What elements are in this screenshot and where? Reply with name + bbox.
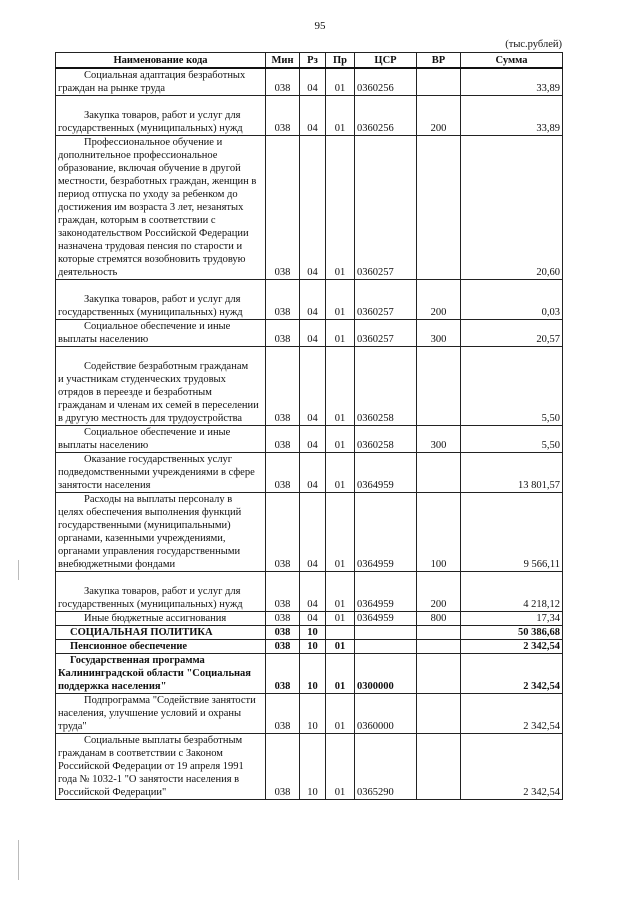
row-name-line: Российской Федерации": [58, 787, 167, 798]
row-rz: 10: [300, 734, 326, 800]
row-name-line: Оказание государственных услуг: [84, 454, 233, 465]
row-name-line: Социальные выплаты безработным: [84, 735, 243, 746]
row-name-line: деятельность: [58, 267, 118, 278]
row-vr: 100: [417, 493, 461, 572]
row-name: [56, 453, 266, 493]
row-name-line: поддержка населения": [58, 681, 167, 692]
row-name-line: период отпуска по уходу за ребенком до: [58, 189, 238, 200]
row-sum: 2 342,54: [461, 640, 563, 654]
row-name-line: граждан, которым в соответствии с: [58, 215, 216, 226]
row-min: 038: [266, 612, 300, 626]
row-csr: 0360257: [355, 280, 417, 320]
row-vr: [417, 694, 461, 734]
row-name-line: отрядов в переезде и безработным: [58, 387, 212, 398]
row-name-line: законодательством Российской Федерации: [58, 228, 249, 239]
row-name-line: выплаты населению: [58, 440, 149, 451]
row-name-line: достижения им возраста 3 лет, незанятых: [58, 202, 244, 213]
row-name-line: [58, 348, 61, 359]
row-name-line: граждан на рынке труда: [58, 83, 166, 94]
row-min: 038: [266, 654, 300, 694]
row-csr: [355, 640, 417, 654]
row-name: [56, 493, 266, 572]
row-name-line: Подпрограмма "Содействие занятости: [84, 695, 256, 706]
table-row: [56, 453, 563, 493]
row-name-line: Иные бюджетные ассигнования: [84, 613, 227, 624]
row-pr: 01: [326, 96, 355, 136]
row-vr: [417, 347, 461, 426]
row-csr: 0364959: [355, 572, 417, 612]
row-name: [56, 426, 266, 453]
scan-margin-mark: [18, 560, 19, 580]
row-sum: 9 566,11: [461, 493, 563, 572]
row-name-line: государственными (муниципальными): [58, 520, 231, 531]
row-name: [56, 347, 266, 426]
row-rz: 04: [300, 493, 326, 572]
table-header-row: [56, 53, 563, 69]
row-name-line: труда": [58, 721, 87, 732]
row-pr: 01: [326, 280, 355, 320]
table-row: [56, 640, 563, 654]
row-name-line: Социальная адаптация безработных: [84, 70, 246, 81]
scan-margin-mark: [18, 840, 19, 880]
table-row: [56, 68, 563, 96]
table-row: [56, 734, 563, 800]
row-csr: [355, 626, 417, 640]
row-sum: 5,50: [461, 347, 563, 426]
row-name-line: Государственная программа: [70, 655, 205, 666]
header-csr: ЦСР: [355, 53, 417, 69]
row-rz: 04: [300, 136, 326, 280]
row-name-line: внебюджетными фондами: [58, 559, 176, 570]
row-min: 038: [266, 426, 300, 453]
row-name-line: Калининградской области "Социальная: [58, 668, 251, 679]
row-min: 038: [266, 453, 300, 493]
row-min: 038: [266, 572, 300, 612]
row-pr: 01: [326, 734, 355, 800]
page-number: 95: [314, 20, 326, 32]
row-sum: 20,60: [461, 136, 563, 280]
row-rz: 04: [300, 572, 326, 612]
row-vr: [417, 654, 461, 694]
row-name-line: местности, безработных граждан, женщин в: [58, 176, 257, 187]
row-csr: 0364959: [355, 493, 417, 572]
row-csr: 0360257: [355, 320, 417, 347]
header-rz: Рз: [300, 53, 326, 69]
row-sum: 17,34: [461, 612, 563, 626]
row-name-line: которые стремятся возобновить трудовую: [58, 254, 246, 265]
row-name: [56, 68, 266, 96]
row-pr: 01: [326, 654, 355, 694]
row-pr: 01: [326, 694, 355, 734]
units-label: (тыс.рублей): [505, 39, 562, 50]
row-sum: 4 218,12: [461, 572, 563, 612]
row-name-line: государственных (муниципальных) нужд: [58, 307, 243, 318]
row-min: 038: [266, 136, 300, 280]
row-csr: 0300000: [355, 654, 417, 694]
row-rz: 04: [300, 96, 326, 136]
row-csr: 0364959: [355, 453, 417, 493]
row-name-line: и участникам студенческих трудовых: [58, 374, 226, 385]
row-name-line: в другую местность для трудоустройства: [58, 413, 243, 424]
row-rz: 10: [300, 654, 326, 694]
row-pr: 01: [326, 320, 355, 347]
row-pr: 01: [326, 572, 355, 612]
row-name-line: гражданам в соответствии с Законом: [58, 748, 223, 759]
row-pr: 01: [326, 493, 355, 572]
row-name-line: Закупка товаров, работ и услуг для: [84, 294, 241, 305]
row-vr: 200: [417, 280, 461, 320]
row-name: [56, 320, 266, 347]
row-csr: 0360256: [355, 96, 417, 136]
row-name: [56, 626, 266, 640]
row-pr: 01: [326, 136, 355, 280]
row-name-line: подведомственными учреждениями в сфере: [58, 467, 255, 478]
row-name-line: Закупка товаров, работ и услуг для: [84, 110, 241, 121]
row-vr: 200: [417, 572, 461, 612]
row-csr: 0360257: [355, 136, 417, 280]
row-name-line: Расходы на выплаты персоналу в: [84, 494, 233, 505]
table-row: [56, 320, 563, 347]
row-pr: 01: [326, 347, 355, 426]
row-name: [56, 694, 266, 734]
row-sum: 13 801,57: [461, 453, 563, 493]
row-csr: 0360256: [355, 68, 417, 96]
row-name: [56, 572, 266, 612]
row-name-line: [58, 573, 61, 584]
row-name: [56, 280, 266, 320]
row-pr: 01: [326, 612, 355, 626]
row-name: [56, 654, 266, 694]
row-sum: 33,89: [461, 68, 563, 96]
row-csr: 0360258: [355, 426, 417, 453]
row-vr: [417, 453, 461, 493]
row-sum: 5,50: [461, 426, 563, 453]
row-name: [56, 612, 266, 626]
row-vr: [417, 734, 461, 800]
row-vr: 300: [417, 426, 461, 453]
row-name-line: [58, 281, 61, 292]
row-name: [56, 96, 266, 136]
row-pr: 01: [326, 426, 355, 453]
table-row: [56, 572, 563, 612]
row-vr: [417, 626, 461, 640]
row-name-line: Российской Федерации от 19 апреля 1991: [58, 761, 244, 772]
table-row: [56, 280, 563, 320]
header-sum: Сумма: [461, 53, 563, 69]
row-name-line: органами управления государственными: [58, 546, 241, 557]
table-row: [56, 96, 563, 136]
row-name: [56, 734, 266, 800]
row-rz: 10: [300, 626, 326, 640]
table-row: [56, 654, 563, 694]
row-name-line: Социальное обеспечение и иные: [84, 427, 231, 438]
row-rz: 04: [300, 320, 326, 347]
row-sum: 33,89: [461, 96, 563, 136]
row-name-line: СОЦИАЛЬНАЯ ПОЛИТИКА: [70, 627, 213, 638]
row-name-line: Пенсионное обеспечение: [70, 641, 188, 652]
row-name-line: назначена трудовая пенсия по старости и: [58, 241, 243, 252]
table-row: [56, 626, 563, 640]
row-rz: 10: [300, 640, 326, 654]
row-min: 038: [266, 626, 300, 640]
row-rz: 04: [300, 453, 326, 493]
table-row: [56, 493, 563, 572]
row-name-line: выплаты населению: [58, 334, 149, 345]
row-rz: 04: [300, 280, 326, 320]
row-name-line: целях обеспечения выполнения функций: [58, 507, 242, 518]
row-csr: 0360000: [355, 694, 417, 734]
row-name-line: органами, казенными учреждениями,: [58, 533, 226, 544]
header-name: Наименование кода: [56, 53, 266, 69]
row-sum: 2 342,54: [461, 654, 563, 694]
row-min: 038: [266, 734, 300, 800]
row-sum: 0,03: [461, 280, 563, 320]
table-row: [56, 347, 563, 426]
row-name-line: Профессиональное обучение и: [84, 137, 223, 148]
row-min: 038: [266, 493, 300, 572]
row-pr: 01: [326, 453, 355, 493]
row-name-line: государственных (муниципальных) нужд: [58, 599, 243, 610]
row-min: 038: [266, 68, 300, 96]
row-vr: [417, 136, 461, 280]
row-name: [56, 640, 266, 654]
row-name-line: населения, улучшение условий и охраны: [58, 708, 242, 719]
row-vr: [417, 68, 461, 96]
row-sum: 50 386,68: [461, 626, 563, 640]
row-rz: 04: [300, 426, 326, 453]
row-name-line: гражданам и членам их семей в переселении: [58, 400, 259, 411]
header-min: Мин: [266, 53, 300, 69]
row-name-line: занятости населения: [58, 480, 151, 491]
row-csr: 0360258: [355, 347, 417, 426]
budget-table: [55, 52, 563, 800]
row-name-line: Содействие безработным гражданам: [84, 361, 249, 372]
row-rz: 04: [300, 68, 326, 96]
row-name-line: Закупка товаров, работ и услуг для: [84, 586, 241, 597]
row-pr: [326, 626, 355, 640]
row-vr: 300: [417, 320, 461, 347]
table-row: [56, 136, 563, 280]
row-name: [56, 136, 266, 280]
row-pr: 01: [326, 640, 355, 654]
row-name-line: [58, 97, 61, 108]
row-min: 038: [266, 320, 300, 347]
row-sum: 2 342,54: [461, 694, 563, 734]
row-csr: 0365290: [355, 734, 417, 800]
table-row: [56, 612, 563, 626]
row-name-line: дополнительное профессиональное: [58, 150, 218, 161]
header-pr: Пр: [326, 53, 355, 69]
row-csr: 0364959: [355, 612, 417, 626]
table-row: [56, 426, 563, 453]
row-min: 038: [266, 694, 300, 734]
row-name-line: года № 1032-1 "О занятости населения в: [58, 774, 240, 785]
row-min: 038: [266, 640, 300, 654]
row-sum: 20,57: [461, 320, 563, 347]
row-rz: 04: [300, 612, 326, 626]
table-body: [56, 68, 563, 800]
row-vr: 200: [417, 96, 461, 136]
header-vr: ВР: [417, 53, 461, 69]
row-pr: 01: [326, 68, 355, 96]
row-min: 038: [266, 280, 300, 320]
row-vr: 800: [417, 612, 461, 626]
row-rz: 10: [300, 694, 326, 734]
row-min: 038: [266, 347, 300, 426]
row-vr: [417, 640, 461, 654]
row-name-line: государственных (муниципальных) нужд: [58, 123, 243, 134]
table-row: [56, 694, 563, 734]
row-rz: 04: [300, 347, 326, 426]
row-name-line: образование, включая обучение в другой: [58, 163, 241, 174]
row-min: 038: [266, 96, 300, 136]
row-sum: 2 342,54: [461, 734, 563, 800]
row-name-line: Социальное обеспечение и иные: [84, 321, 231, 332]
